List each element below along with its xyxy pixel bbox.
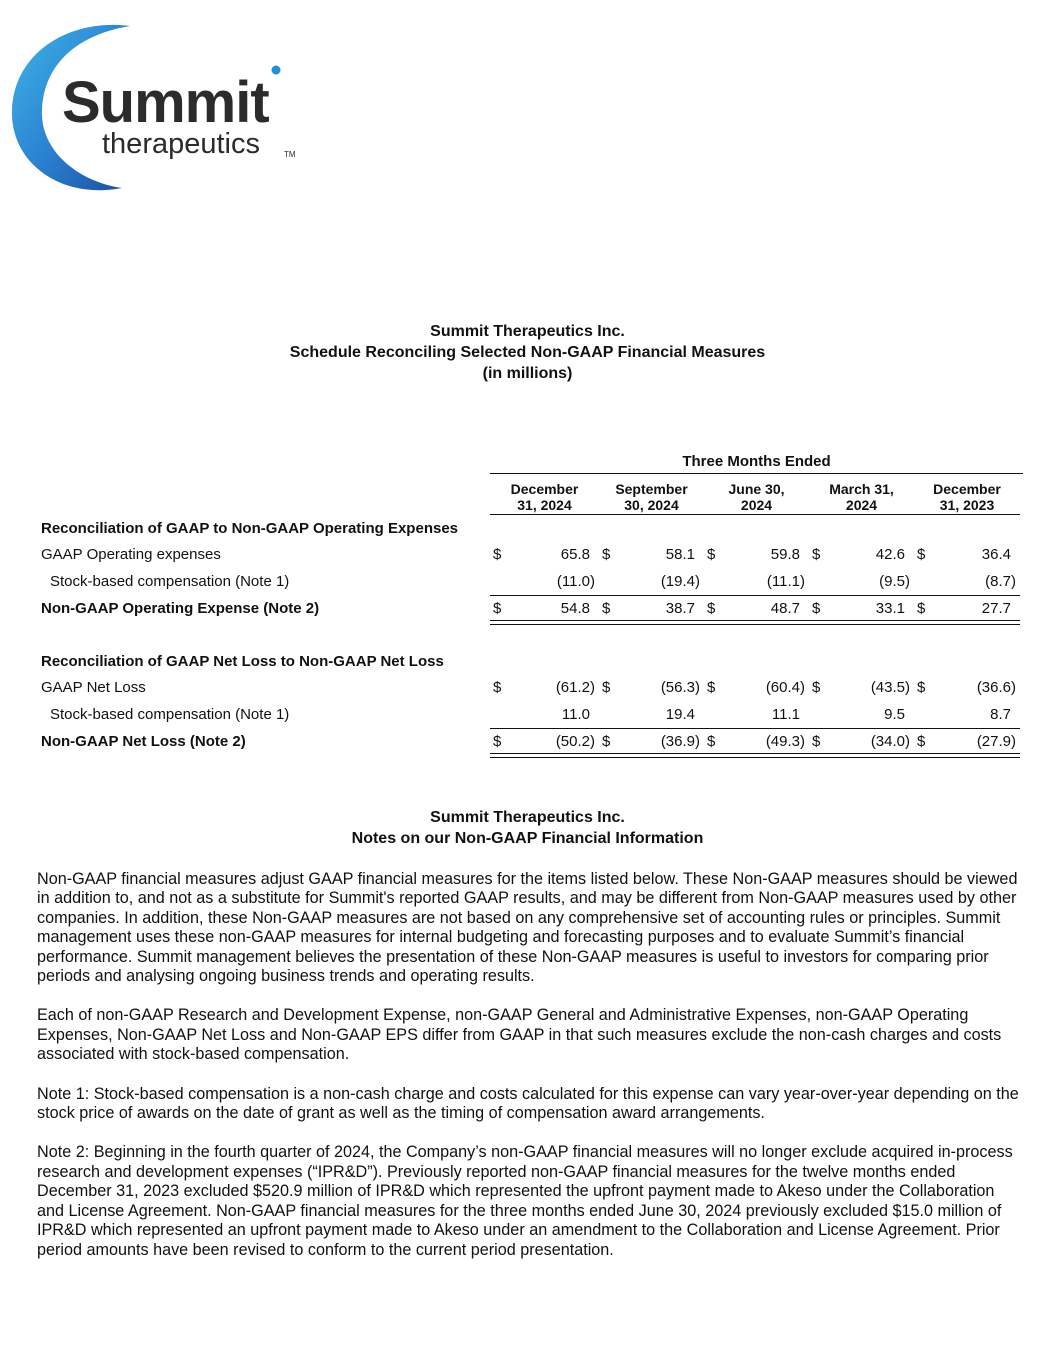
table-cell-value: (9.5) <box>879 573 910 590</box>
column-header-line1: March 31, <box>829 481 894 497</box>
dollar-sign: $ <box>917 546 926 563</box>
column-header-underline <box>704 514 809 515</box>
paragraph-exclusions: Each of non-GAAP Research and Development Expense, non-GAAP General and Administrative Expenses, non-GAAP Operating Expenses, Non-GAAP Net Loss and Non-GAAP EPS differ from GAAP in that such measures exclude the non-cash charges and costs associated with stock-based compensation. <box>37 1006 1002 1064</box>
table-cell-value: 58.1 <box>665 546 695 563</box>
dollar-sign: $ <box>812 546 821 563</box>
table-cell-value: 54.8 <box>560 600 590 617</box>
table-cell-value: 8.7 <box>990 706 1011 723</box>
table-cell-value: 19.4 <box>665 706 695 723</box>
column-header-line2: 30, 2024 <box>624 497 679 513</box>
section1-title: Reconciliation of GAAP to Non-GAAP Operating Expenses <box>41 520 459 537</box>
subtotal-rule <box>599 728 704 729</box>
paragraph-note-2: Note 2: Beginning in the fourth quarter of 2024, the Company’s non-GAAP financial measures will no longer exclude acquired in-process research and development expenses (“IPR&D”). Previously reported non-GAAP financial measures for the twelve months ended December 31, 2023 excluded $520.9 million of IPR&D which represented the upfront payment made to Akeso under the Collaboration and License Agreement. Non-GAAP financial measures for the three months ended June 30, 2024 previously excluded $15.0 million of IPR&D which represented an upfront payment made to Akeso under an amendment to the Collaboration and License Agreement. Prior period amounts have been revised to conform to the current period presentation. <box>37 1143 1013 1259</box>
subtotal-rule <box>914 595 1020 596</box>
table-cell-value: (11.0) <box>556 573 595 590</box>
table-cell-value: (60.4) <box>765 679 805 696</box>
subtotal-rule <box>599 595 704 596</box>
total-double-rule <box>809 753 914 758</box>
table-cell-value: (43.5) <box>870 679 910 696</box>
table-cell-value: 38.7 <box>665 600 695 617</box>
column-header-line1: December <box>933 481 1001 497</box>
subtotal-rule <box>809 595 914 596</box>
total-double-rule <box>599 753 704 758</box>
logo-trademark: TM <box>284 150 296 159</box>
dollar-sign: $ <box>812 733 821 750</box>
schedule-heading <box>0 321 1055 384</box>
table-cell-value: 33.1 <box>875 600 905 617</box>
subtotal-rule <box>490 728 599 729</box>
subtotal-rule <box>914 728 1020 729</box>
row-label: Non-GAAP Operating Expense (Note 2) <box>41 600 320 617</box>
table-cell-value: 42.6 <box>875 546 905 563</box>
logo-wordmark: Summit <box>62 70 269 135</box>
column-header-line2: 31, 2023 <box>939 497 995 513</box>
total-double-rule <box>704 620 809 625</box>
total-double-rule <box>809 620 914 625</box>
table-cell-value: (27.9) <box>976 733 1016 750</box>
table-cell-value: (36.6) <box>976 679 1016 696</box>
dollar-sign: $ <box>917 600 926 617</box>
row-label: Stock-based compensation (Note 1) <box>50 573 290 590</box>
dollar-sign: $ <box>602 733 611 750</box>
column-header <box>704 481 809 513</box>
subtotal-rule <box>809 728 914 729</box>
dollar-sign: $ <box>812 600 821 617</box>
table-cell-value: (50.2) <box>555 733 595 750</box>
dollar-sign: $ <box>812 679 821 696</box>
table-cell-value: 59.8 <box>770 546 800 563</box>
section2-title: Reconciliation of GAAP Net Loss to Non-GAAP Net Loss <box>41 653 444 670</box>
notes-body <box>37 870 1022 1280</box>
row-label: Non-GAAP Net Loss (Note 2) <box>41 733 246 750</box>
column-header-underline <box>490 514 599 515</box>
column-header <box>809 481 914 513</box>
column-header <box>490 481 599 513</box>
period-underline <box>490 473 1023 474</box>
dollar-sign: $ <box>602 679 611 696</box>
total-double-rule <box>914 753 1020 758</box>
table-cell-value: (49.3) <box>765 733 805 750</box>
subtotal-rule <box>704 595 809 596</box>
dollar-sign: $ <box>602 546 611 563</box>
logo-dot-icon <box>271 65 281 75</box>
subtotal-rule <box>490 595 599 596</box>
table-cell-value: 9.5 <box>884 706 905 723</box>
table-cell-value: (19.4) <box>660 573 700 590</box>
column-header-line1: June 30, <box>728 481 785 497</box>
schedule-units: (in millions) <box>482 365 573 382</box>
dollar-sign: $ <box>707 679 716 696</box>
column-header <box>599 481 704 513</box>
total-double-rule <box>490 620 599 625</box>
table-cell-value: 11.0 <box>561 706 590 723</box>
paragraph-intro: Non-GAAP financial measures adjust GAAP financial measures for the items listed below. These Non-GAAP measures should be viewed in addition to, and not as a substitute for Summit's reported GAAP results, and may be different from Non-GAAP measures used by other companies. In addition, these Non-GAAP measures are not based on any comprehensive set of accounting rules or principles. Summit management uses these non-GAAP measures for internal budgeting and forecasting purposes and to evaluate Summit’s financial performance. Summit management believes the presentation of these Non-GAAP measures is useful to investors for comparing prior periods and analysing ongoing business trends and operating results. <box>37 870 1018 986</box>
table-cell-value: 27.7 <box>981 600 1011 617</box>
dollar-sign: $ <box>917 733 926 750</box>
dollar-sign: $ <box>707 546 716 563</box>
logo-subtitle: therapeutics <box>102 128 260 160</box>
schedule-title: Schedule Reconciling Selected Non-GAAP Financial Measures <box>289 344 766 361</box>
schedule-company: Summit Therapeutics Inc. <box>430 323 625 340</box>
total-double-rule <box>490 753 599 758</box>
notes-heading <box>0 807 1055 849</box>
period-header: Three Months Ended <box>682 453 831 470</box>
table-cell-value: (11.1) <box>766 573 805 590</box>
company-logo <box>10 22 310 197</box>
table-cell-value: (34.0) <box>870 733 910 750</box>
row-label: GAAP Net Loss <box>41 679 146 696</box>
table-cell-value: 65.8 <box>560 546 590 563</box>
column-header-line2: 2024 <box>845 497 878 513</box>
total-double-rule <box>704 753 809 758</box>
subtotal-rule <box>704 728 809 729</box>
total-double-rule <box>914 620 1020 625</box>
dollar-sign: $ <box>493 546 502 563</box>
column-header-line2: 31, 2024 <box>517 497 572 513</box>
column-header-underline <box>914 514 1020 515</box>
row-label: Stock-based compensation (Note 1) <box>50 706 290 723</box>
column-header-underline <box>809 514 914 515</box>
dollar-sign: $ <box>707 733 716 750</box>
table-cell-value: (8.7) <box>985 573 1016 590</box>
row-label: GAAP Operating expenses <box>41 546 221 563</box>
column-header-underline <box>599 514 704 515</box>
dollar-sign: $ <box>493 679 502 696</box>
notes-company: Summit Therapeutics Inc. <box>430 809 625 826</box>
table-cell-value: 11.1 <box>771 706 800 723</box>
table-cell-value: 48.7 <box>770 600 800 617</box>
table-cell-value: (56.3) <box>660 679 700 696</box>
dollar-sign: $ <box>917 679 926 696</box>
dollar-sign: $ <box>493 733 502 750</box>
column-header-line1: December <box>510 481 579 497</box>
table-cell-value: (61.2) <box>555 679 595 696</box>
column-header-line2: 2024 <box>740 497 773 513</box>
paragraph-note-1: Note 1: Stock-based compensation is a non-cash charge and costs calculated for this expense can vary year-over-year depending on the stock price of awards on the date of grant as well as the timing of compensation award arrangements. <box>37 1084 1019 1123</box>
table-cell-value: (36.9) <box>660 733 700 750</box>
dollar-sign: $ <box>707 600 716 617</box>
column-header-line1: September <box>615 481 688 497</box>
total-double-rule <box>599 620 704 625</box>
notes-title: Notes on our Non-GAAP Financial Information <box>351 830 704 847</box>
dollar-sign: $ <box>493 600 502 617</box>
column-header <box>914 481 1020 513</box>
dollar-sign: $ <box>602 600 611 617</box>
table-cell-value: 36.4 <box>981 546 1011 563</box>
